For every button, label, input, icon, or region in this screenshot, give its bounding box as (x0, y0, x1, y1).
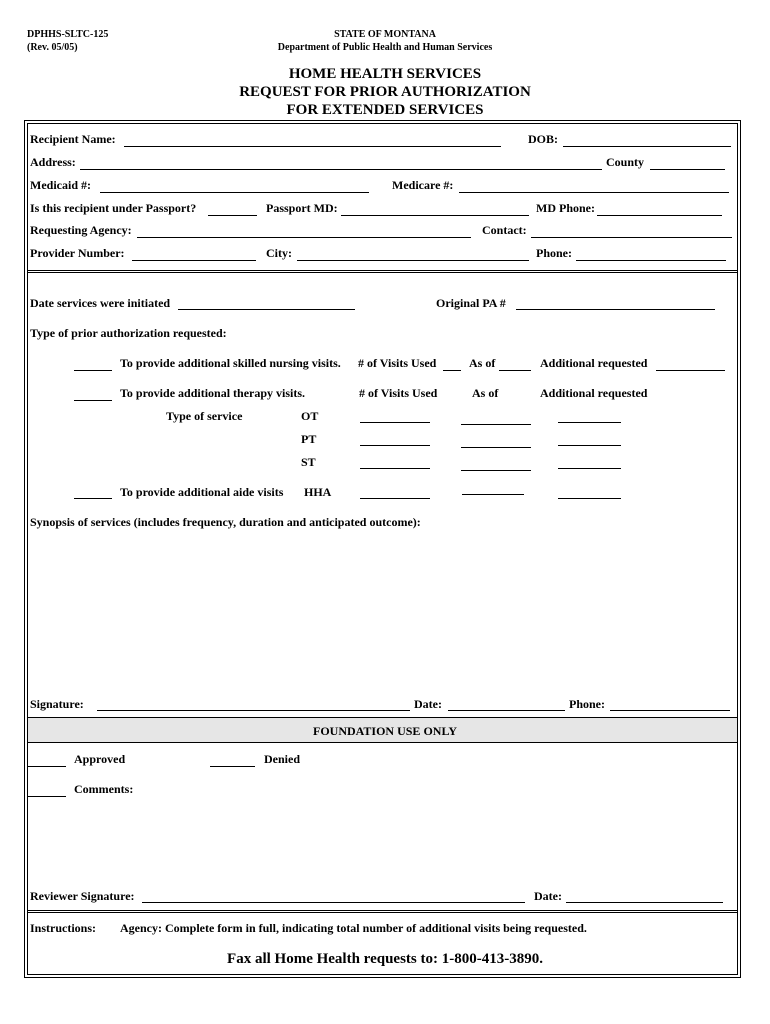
therapy-check[interactable] (74, 400, 112, 401)
md-phone-label: MD Phone: (536, 201, 595, 215)
type-of-service-label: Type of service (166, 409, 243, 423)
signature-date-label: Date: (414, 697, 442, 711)
original-pa-field[interactable] (516, 309, 715, 310)
state-name: STATE OF MONTANA (334, 29, 436, 40)
reviewer-signature-field[interactable] (142, 902, 525, 903)
additional-requested-field-1[interactable] (656, 370, 725, 371)
city-field[interactable] (297, 260, 529, 261)
pt-additional-field[interactable] (558, 445, 621, 446)
signature-label: Signature: (30, 697, 84, 711)
medicare-label: Medicare #: (392, 178, 454, 192)
reviewer-date-field[interactable] (566, 902, 723, 903)
section-divider-1 (27, 270, 738, 271)
st-visits-field[interactable] (360, 468, 430, 469)
passport-md-label: Passport MD: (266, 201, 338, 215)
date-initiated-field[interactable] (178, 309, 355, 310)
aide-check[interactable] (74, 498, 112, 499)
additional-requested-label-1: Additional requested (540, 356, 648, 370)
county-field[interactable] (650, 169, 725, 170)
address-label: Address: (30, 155, 76, 169)
pt-label: PT (301, 432, 317, 446)
hha-as-of-field[interactable] (462, 494, 524, 495)
ot-visits-field[interactable] (360, 422, 430, 423)
dob-field[interactable] (563, 146, 731, 147)
signature-phone-label: Phone: (569, 697, 605, 711)
fax-instructions: Fax all Home Health requests to: 1-800-413-3890. (227, 951, 543, 967)
title-line-3: FOR EXTENDED SERVICES (286, 102, 484, 118)
department-name: Department of Public Health and Human Services (277, 42, 493, 53)
as-of-label-1: As of (469, 356, 496, 370)
provider-number-label: Provider Number: (30, 246, 125, 260)
comments-label: Comments: (74, 782, 134, 796)
therapy-label: To provide additional therapy visits. (120, 386, 306, 400)
visits-used-field-1[interactable] (443, 370, 461, 371)
signature-date-field[interactable] (448, 710, 565, 711)
ot-additional-field[interactable] (558, 422, 621, 423)
skilled-nursing-check[interactable] (74, 370, 112, 371)
synopsis-area[interactable] (30, 533, 730, 683)
city-label: City: (266, 246, 292, 260)
as-of-label-2: As of (472, 386, 499, 400)
phone-label: Phone: (536, 246, 572, 260)
pt-as-of-field[interactable] (461, 447, 531, 448)
section-divider-4b (27, 912, 738, 913)
md-phone-field[interactable] (597, 215, 722, 216)
section-divider-2 (27, 717, 738, 718)
passport-question: Is this recipient under Passport? (30, 201, 197, 215)
synopsis-label: Synopsis of services (includes frequency, duration and anticipated outcome): (30, 515, 421, 529)
phone-field[interactable] (576, 260, 726, 261)
section-divider-3 (27, 742, 738, 743)
contact-label: Contact: (482, 223, 527, 237)
title-line-2: REQUEST FOR PRIOR AUTHORIZATION (239, 84, 531, 100)
instructions-label: Instructions: (30, 921, 97, 935)
aide-label: To provide additional aide visits (120, 485, 284, 499)
section-divider-1b (27, 272, 738, 273)
denied-label: Denied (264, 752, 300, 766)
approved-check[interactable] (28, 766, 66, 767)
foundation-heading: FOUNDATION USE ONLY (312, 724, 458, 738)
hha-visits-field[interactable] (360, 498, 430, 499)
form-revision: (Rev. 05/05) (27, 42, 78, 53)
medicare-field[interactable] (459, 192, 729, 193)
contact-field[interactable] (531, 237, 732, 238)
comments-area[interactable] (74, 800, 734, 880)
st-as-of-field[interactable] (461, 470, 531, 471)
skilled-nursing-label: To provide additional skilled nursing visits. (120, 356, 341, 370)
type-requested-label: Type of prior authorization requested: (30, 326, 227, 340)
denied-check[interactable] (210, 766, 255, 767)
section-divider-4 (27, 910, 738, 911)
requesting-agency-field[interactable] (137, 237, 471, 238)
ot-label: OT (301, 409, 319, 423)
hha-label: HHA (304, 485, 332, 499)
medicaid-field[interactable] (100, 192, 369, 193)
as-of-field-1[interactable] (499, 370, 531, 371)
form-id: DPHHS-SLTC-125 (27, 29, 109, 40)
visits-used-label-2: # of Visits Used (359, 386, 438, 400)
original-pa-label: Original PA # (436, 296, 506, 310)
medicaid-label: Medicaid #: (30, 178, 91, 192)
ot-as-of-field[interactable] (461, 424, 531, 425)
passport-md-field[interactable] (341, 215, 529, 216)
reviewer-date-label: Date: (534, 889, 562, 903)
passport-answer-field[interactable] (208, 215, 257, 216)
signature-phone-field[interactable] (610, 710, 730, 711)
requesting-agency-label: Requesting Agency: (30, 223, 132, 237)
recipient-name-label: Recipient Name: (30, 132, 116, 146)
st-label: ST (301, 455, 316, 469)
provider-number-field[interactable] (132, 260, 256, 261)
approved-label: Approved (74, 752, 126, 766)
date-initiated-label: Date services were initiated (30, 296, 171, 310)
hha-additional-field[interactable] (558, 498, 621, 499)
address-field[interactable] (80, 169, 602, 170)
st-additional-field[interactable] (558, 468, 621, 469)
additional-requested-label-2: Additional requested (540, 386, 648, 400)
dob-label: DOB: (528, 132, 558, 146)
visits-used-label-1: # of Visits Used (358, 356, 437, 370)
instructions-text: Agency: Complete form in full, indicating total number of additional visits being requested. (120, 921, 587, 935)
county-label: County (606, 155, 645, 169)
pt-visits-field[interactable] (360, 445, 430, 446)
signature-field[interactable] (97, 710, 410, 711)
reviewer-signature-label: Reviewer Signature: (30, 889, 135, 903)
comments-check[interactable] (28, 796, 66, 797)
recipient-name-field[interactable] (124, 146, 501, 147)
title-line-1: HOME HEALTH SERVICES (288, 66, 482, 82)
